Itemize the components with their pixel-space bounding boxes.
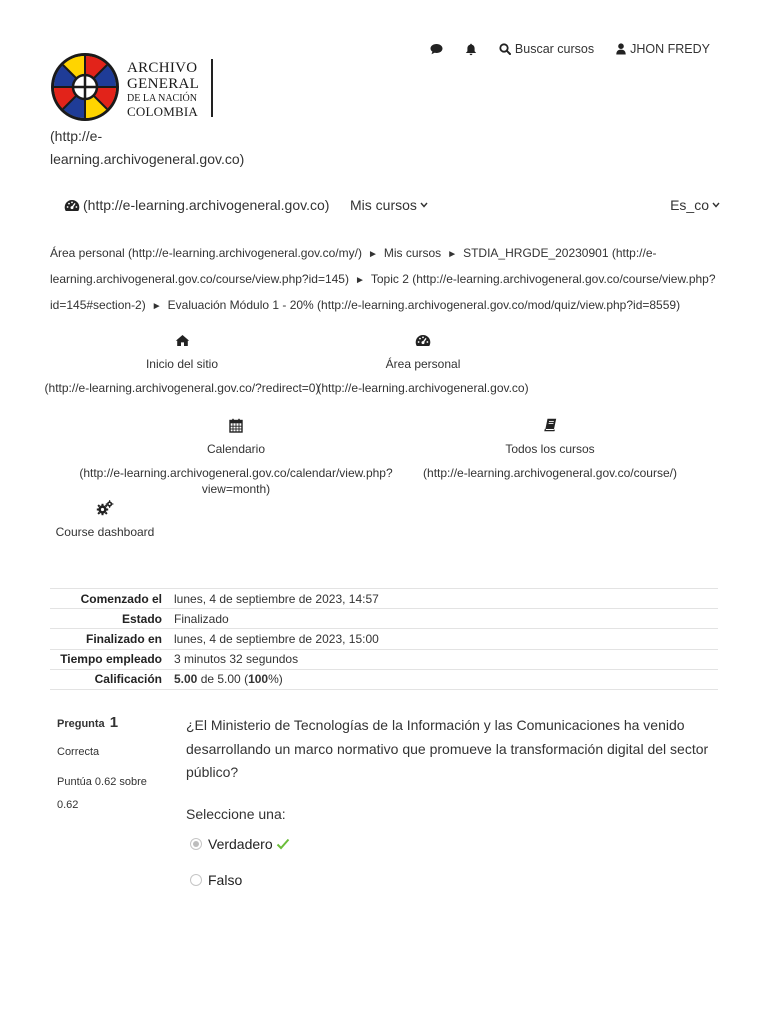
answer-option-falso[interactable] [190, 872, 242, 888]
search-courses-label: Buscar cursos [514, 42, 595, 56]
book-icon [544, 418, 557, 432]
quicklink-dashboard-url: (http://e-learning.archivogeneral.gov.co) [317, 381, 529, 395]
breadcrumb-item-quiz[interactable]: Evaluación Módulo 1 - 20% (http://e-learning.archivogeneral.gov.co/mod/quiz/view.php?id=8559) [167, 298, 681, 312]
nav-home-url: (http://e-learning.archivogeneral.gov.co) [83, 197, 330, 213]
breadcrumb [50, 241, 718, 319]
quicklink-dashboard-label: Área personal [385, 357, 461, 371]
breadcrumb-item-area-personal[interactable]: Área personal (http://e-learning.archivogeneral.gov.co/my/) [50, 246, 362, 260]
summary-grade-label: Calificación [50, 669, 168, 689]
quicklink-all-courses-label: Todos los cursos [505, 442, 595, 456]
search-courses-link[interactable] [499, 42, 594, 56]
cogs-icon [96, 500, 114, 516]
summary-grade-score: 5.00 [174, 672, 198, 687]
answer-option-verdadero[interactable] [190, 836, 290, 852]
summary-started-label: Comenzado el [50, 589, 168, 609]
logo-divider [211, 59, 213, 117]
quicklink-calendar-url: (http://e-learning.archivogeneral.gov.co/calendar/view.php?view=month) [79, 466, 393, 496]
summary-row-finished [50, 629, 718, 649]
messages-button[interactable] [430, 43, 443, 55]
question-text: ¿El Ministerio de Tecnologías de la Información y las Comunicaciones ha venido desarrollando un marco normativo que promueve la transformación digital del sector público? [186, 717, 709, 780]
summary-grade-value [168, 669, 718, 689]
quicklink-dashboard[interactable] [233, 330, 613, 396]
summary-row-state [50, 609, 718, 629]
language-label: Es_co [670, 197, 709, 213]
logo-link-url[interactable]: (http://e-learning.archivogeneral.gov.co) [50, 128, 245, 167]
home-icon [175, 334, 190, 347]
summary-grade-of: de 5.00 ( [197, 672, 249, 687]
user-name: JHON FREDY [630, 42, 710, 56]
breadcrumb-separator-icon: ► [447, 249, 458, 260]
answer-label-falso: Falso [208, 872, 243, 888]
summary-started-value: lunes, 4 de septiembre de 2023, 14:57 [168, 589, 718, 609]
dashboard-gauge-icon [415, 334, 431, 347]
answer-radio-falso[interactable] [190, 874, 202, 886]
summary-row-time [50, 649, 718, 669]
breadcrumb-item-topic[interactable]: Topic 2 (http://e-learning.archivogeneral.gov.co/course/view.php?id=145#section-2) [50, 272, 716, 312]
nav-home-link[interactable] [64, 197, 329, 213]
summary-state-label: Estado [50, 609, 168, 629]
breadcrumb-separator-icon: ► [151, 301, 162, 312]
summary-row-started [50, 589, 718, 609]
summary-row-grade [50, 669, 718, 689]
summary-time-label: Tiempo empleado [50, 649, 168, 669]
question-number: 1 [109, 714, 119, 731]
summary-state-value: Finalizado [168, 609, 718, 629]
summary-finished-label: Finalizado en [50, 629, 168, 649]
notifications-button[interactable] [465, 43, 477, 56]
nav-my-courses-dropdown[interactable] [350, 197, 428, 213]
question-state: Correcta [57, 746, 100, 758]
breadcrumb-item-mis-cursos[interactable]: Mis cursos [383, 246, 442, 260]
summary-time-value: 3 minutos 32 segundos [168, 649, 718, 669]
quicklink-site-home-url: (http://e-learning.archivogeneral.gov.co/?redirect=0) [44, 381, 320, 395]
logo-line-colombia: COLOMBIA [127, 104, 198, 119]
breadcrumb-separator-icon: ► [354, 275, 365, 286]
logo-line-archivo: ARCHIVO [127, 60, 198, 76]
logo-line-general: GENERAL [127, 76, 200, 92]
user-icon [616, 43, 626, 55]
breadcrumb-item-course[interactable]: STDIA_HRGDE_20230901 (http://e-learning.archivogeneral.gov.co/course/view.php?id=145) [50, 246, 657, 286]
user-menu[interactable] [616, 42, 710, 56]
chevron-down-icon [420, 202, 428, 208]
main-navbar [64, 197, 720, 217]
question-grade: Puntúa 0.62 sobre 0.62 [57, 776, 147, 811]
quicklink-all-courses[interactable] [360, 415, 740, 481]
quicklink-course-dashboard[interactable] [0, 498, 295, 540]
question-info [57, 714, 167, 817]
calendar-icon [229, 418, 243, 433]
chevron-down-icon [712, 202, 720, 208]
answer-radio-verdadero[interactable] [190, 838, 202, 850]
correct-check-icon [276, 838, 290, 850]
answer-label-verdadero: Verdadero [208, 836, 273, 852]
dashboard-gauge-icon [64, 199, 80, 212]
quicklink-course-dashboard-label: Course dashboard [55, 525, 155, 539]
comment-icon [430, 43, 443, 55]
quicklink-site-home-label: Inicio del sitio [145, 357, 219, 371]
question-prompt: Seleccione una: [186, 806, 286, 822]
summary-grade-tail: %) [268, 672, 283, 687]
quicklink-calendar-label: Calendario [206, 442, 266, 456]
user-toolbar [408, 42, 710, 56]
nav-my-courses-label: Mis cursos [350, 197, 417, 213]
language-dropdown[interactable] [670, 197, 720, 213]
question-label: Pregunta [57, 718, 105, 730]
archivo-general-seal-icon [49, 51, 121, 123]
search-icon [499, 43, 511, 55]
quiz-attempt-summary [50, 588, 718, 690]
summary-grade-percent: 100 [248, 672, 269, 687]
quicklink-all-courses-url: (http://e-learning.archivogeneral.gov.co/course/) [423, 466, 677, 480]
breadcrumb-separator-icon: ► [367, 249, 378, 260]
bell-icon [465, 43, 477, 56]
summary-finished-value: lunes, 4 de septiembre de 2023, 15:00 [168, 629, 718, 649]
site-logo[interactable] [49, 51, 219, 123]
logo-wordmark [127, 61, 199, 118]
logo-line-nacion: DE LA NACIÓN [127, 93, 197, 104]
